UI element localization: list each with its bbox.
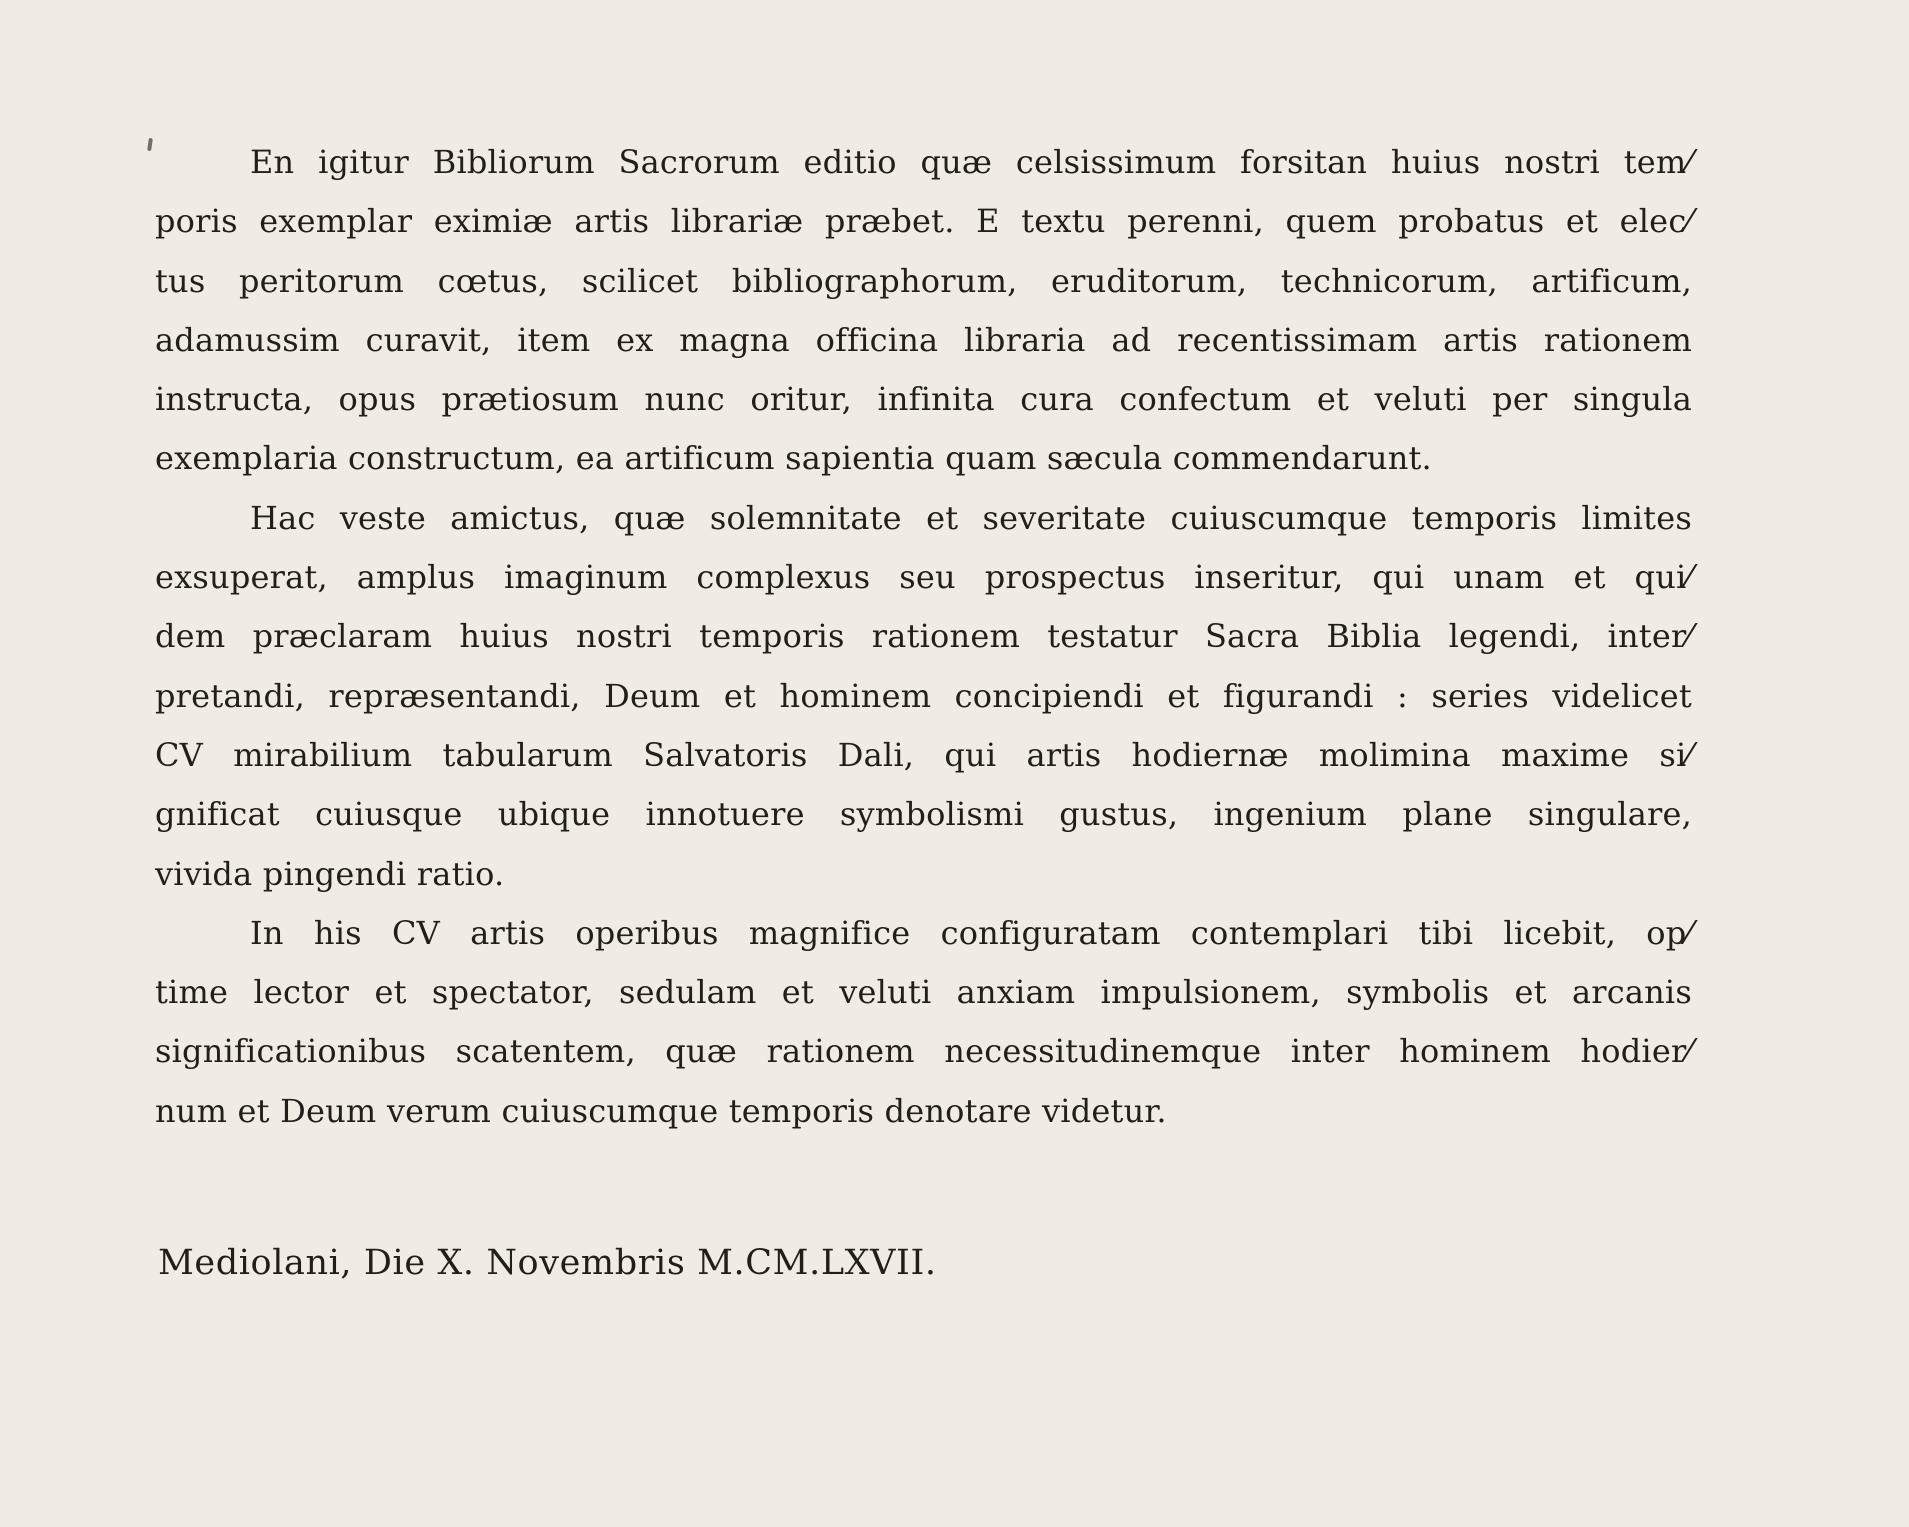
paragraph [155,904,1692,1141]
text-line: En igitur Bibliorum Sacrorum editio quæ celsissimum forsitan huius nostri tem⁄ [250,143,1692,181]
text-line: exsuperat, amplus imaginum complexus seu prospectus inseritur, qui unam et qui⁄ [155,558,1692,597]
text-line: CV mirabilium tabularum Salvatoris Dali, qui artis hodiernæ molimina maxime si⁄ [155,735,1692,774]
latin-preface-text [155,133,1692,1141]
dateline: Mediolani, Die X. Novembris M.CM.LXVII. [158,1243,937,1283]
text-line: gnificat cuiusque ubique innotuere symbolismi gustus, ingenium plane singulare, [155,795,1692,834]
text-line: adamussim curavit, item ex magna officina libraria ad recentissimam artis rationem [155,320,1692,359]
text-line: time lector et spectator, sedulam et veluti anxiam impulsionem, symbolis et arcanis [155,973,1692,1012]
text-line: tus peritorum cœtus, scilicet bibliographorum, eruditorum, technicorum, artificum, [155,261,1692,300]
stray-ink-mark [147,138,153,151]
text-line: vivida pingendi ratio. [155,854,505,893]
text-line: Hac veste amictus, quæ solemnitate et severitate cuiuscumque temporis limites [250,498,1692,537]
text-line: exemplaria constructum, ea artificum sapientia quam sæcula commendarunt. [155,439,1432,478]
text-line: instructa, opus prætiosum nunc oritur, infinita cura confectum et veluti per singula [155,380,1692,419]
text-line: dem præclaram huius nostri temporis rationem testatur Sacra Biblia legendi, inter⁄ [155,617,1692,656]
paragraph [155,133,1692,489]
text-line: significationibus scatentem, quæ rationem necessitudinemque inter hominem hodier⁄ [155,1032,1692,1071]
text-line: poris exemplar eximiæ artis librariæ præbet. E textu perenni, quem probatus et elec⁄ [155,202,1692,241]
paragraph [155,489,1692,904]
text-line: In his CV artis operibus magnifice configuratam contemplari tibi licebit, op⁄ [250,913,1692,952]
text-line: num et Deum verum cuiuscumque temporis denotare videtur. [155,1091,1167,1130]
text-line: pretandi, repræsentandi, Deum et hominem concipiendi et figurandi : series videlicet [155,676,1692,715]
